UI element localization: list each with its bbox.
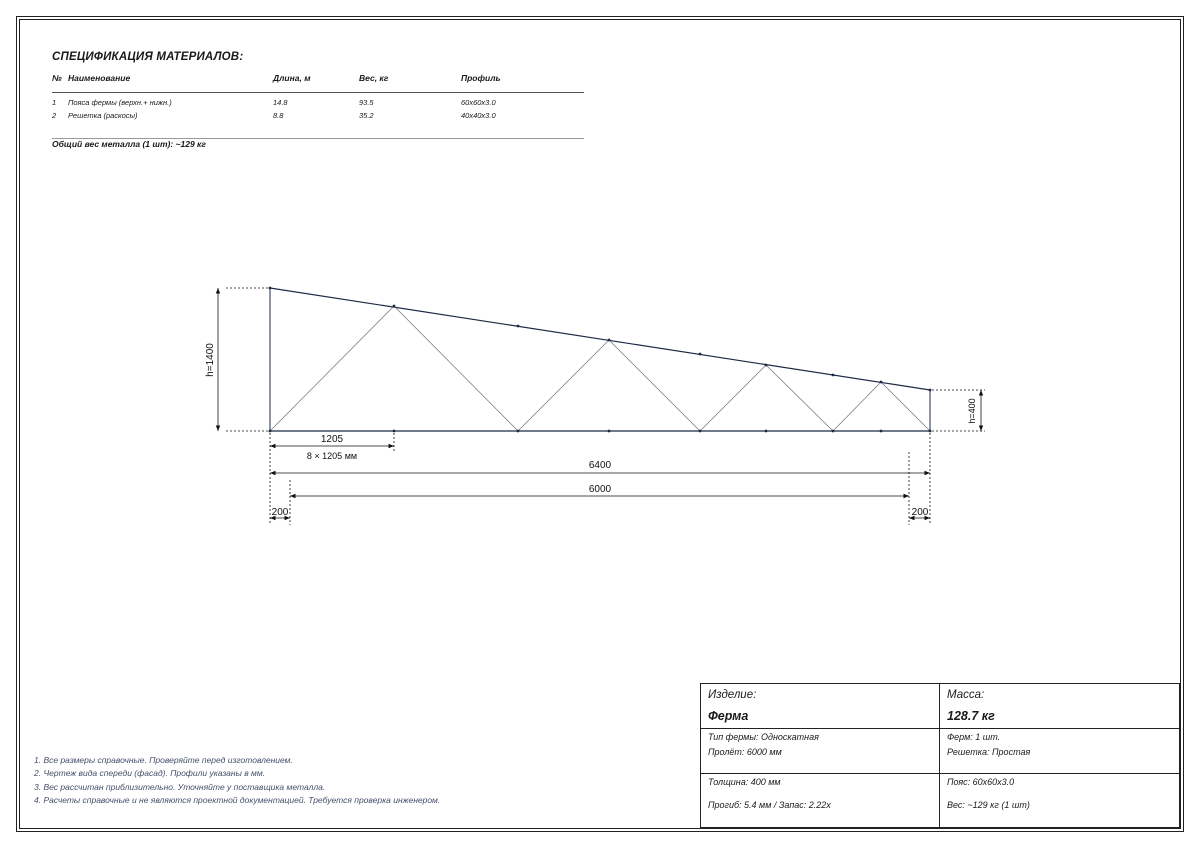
diagonal [270,306,394,431]
truss-type: Тип фермы: Односкатная [708,732,819,742]
dim-label-overhang-right: 200 [911,507,929,518]
row-length: 14.8 [273,98,288,107]
header-length: Длина, м [273,73,311,83]
lattice-type: Решетка: Простая [947,747,1031,757]
row-weight: 93.5 [359,98,374,107]
diagonal [833,382,881,431]
dim-label-h-right: h=400 [967,398,977,424]
node [765,364,768,367]
row-length: 8.8 [273,111,284,120]
row-profile: 40x40x3.0 [461,111,496,120]
header-weight: Вес, кг [359,73,389,83]
note: 3. Вес рассчитан приблизительно. Уточняйте у поставщика металла. [34,781,326,792]
notes [34,754,440,807]
deflection: Прогиб: 5.4 мм / Запас: 2.22x [708,800,831,810]
node [517,430,520,433]
header-number: № [52,73,62,83]
dim-label-span: 6000 [588,484,612,495]
note: 2. Чертеж вида спереди (фасад). Профили указаны в мм. [34,768,266,779]
web-diagonals [270,306,930,431]
spec-total: Общий вес металла (1 шт): ~129 кг [52,139,206,149]
diagonal [394,306,518,431]
diagonal [518,340,609,431]
top-chord [270,288,930,390]
dim-label-panel: 1205 [320,434,344,445]
header-name: Наименование [68,73,131,83]
node [832,430,835,433]
row-number: 2 [52,111,57,120]
node [517,325,520,328]
note: 4. Расчеты справочные и не являются проектной документацией. Требуется проверка инженером. [34,794,441,805]
header-profile: Профиль [461,73,501,83]
row-number: 1 [52,98,57,107]
mass-label: Масса: [947,689,985,701]
row-name: Пояса фермы (верхн.+ нижн.) [68,98,172,107]
dim-label-panel-note: 8 × 1205 мм [306,451,358,461]
node [699,353,702,356]
row-profile: 60x60x3.0 [461,98,496,107]
node [269,287,272,290]
spec-title: СПЕЦИФИКАЦИЯ МАТЕРИАЛОВ: [52,51,244,63]
note: 1. Все размеры справочные. Проверяйте перед изготовлением. [34,755,293,765]
thickness: Толщина: 400 мм [708,777,781,787]
title-block-divider [701,728,1179,729]
dim-label-overhang-left: 200 [271,507,289,518]
mass-value: 128.7 кг [947,709,995,723]
dim-label-h-left: h=1400 [205,343,216,377]
node [880,430,883,433]
product-label: Изделие: [708,689,757,701]
node [832,374,835,377]
title-block-divider [939,684,940,827]
node [929,389,932,392]
truss-span: Пролёт: 6000 мм [708,747,782,757]
title-block-divider [701,773,1179,774]
truss-count: Ферм: 1 шт. [947,732,1001,742]
node [880,381,883,384]
row-name: Решетка (раскосы) [68,111,138,120]
node [765,430,768,433]
node [393,305,396,308]
diagonal [766,365,833,431]
title-block [700,683,1180,828]
node [608,430,611,433]
node [269,430,272,433]
node [608,339,611,342]
diagonal [609,340,700,431]
unit-weight: Вес: ~129 кг (1 шт) [947,800,1030,810]
dim-label-total: 6400 [588,460,612,471]
row-weight: 35.2 [359,111,374,120]
product-value: Ферма [708,709,749,723]
diagonal [700,365,766,431]
truss [270,288,930,431]
chord-profile: Пояс: 60x60x3.0 [947,777,1015,787]
node [929,430,932,433]
dimension-labels [205,343,977,518]
truss-nodes [269,287,932,433]
node [699,430,702,433]
node [393,430,396,433]
